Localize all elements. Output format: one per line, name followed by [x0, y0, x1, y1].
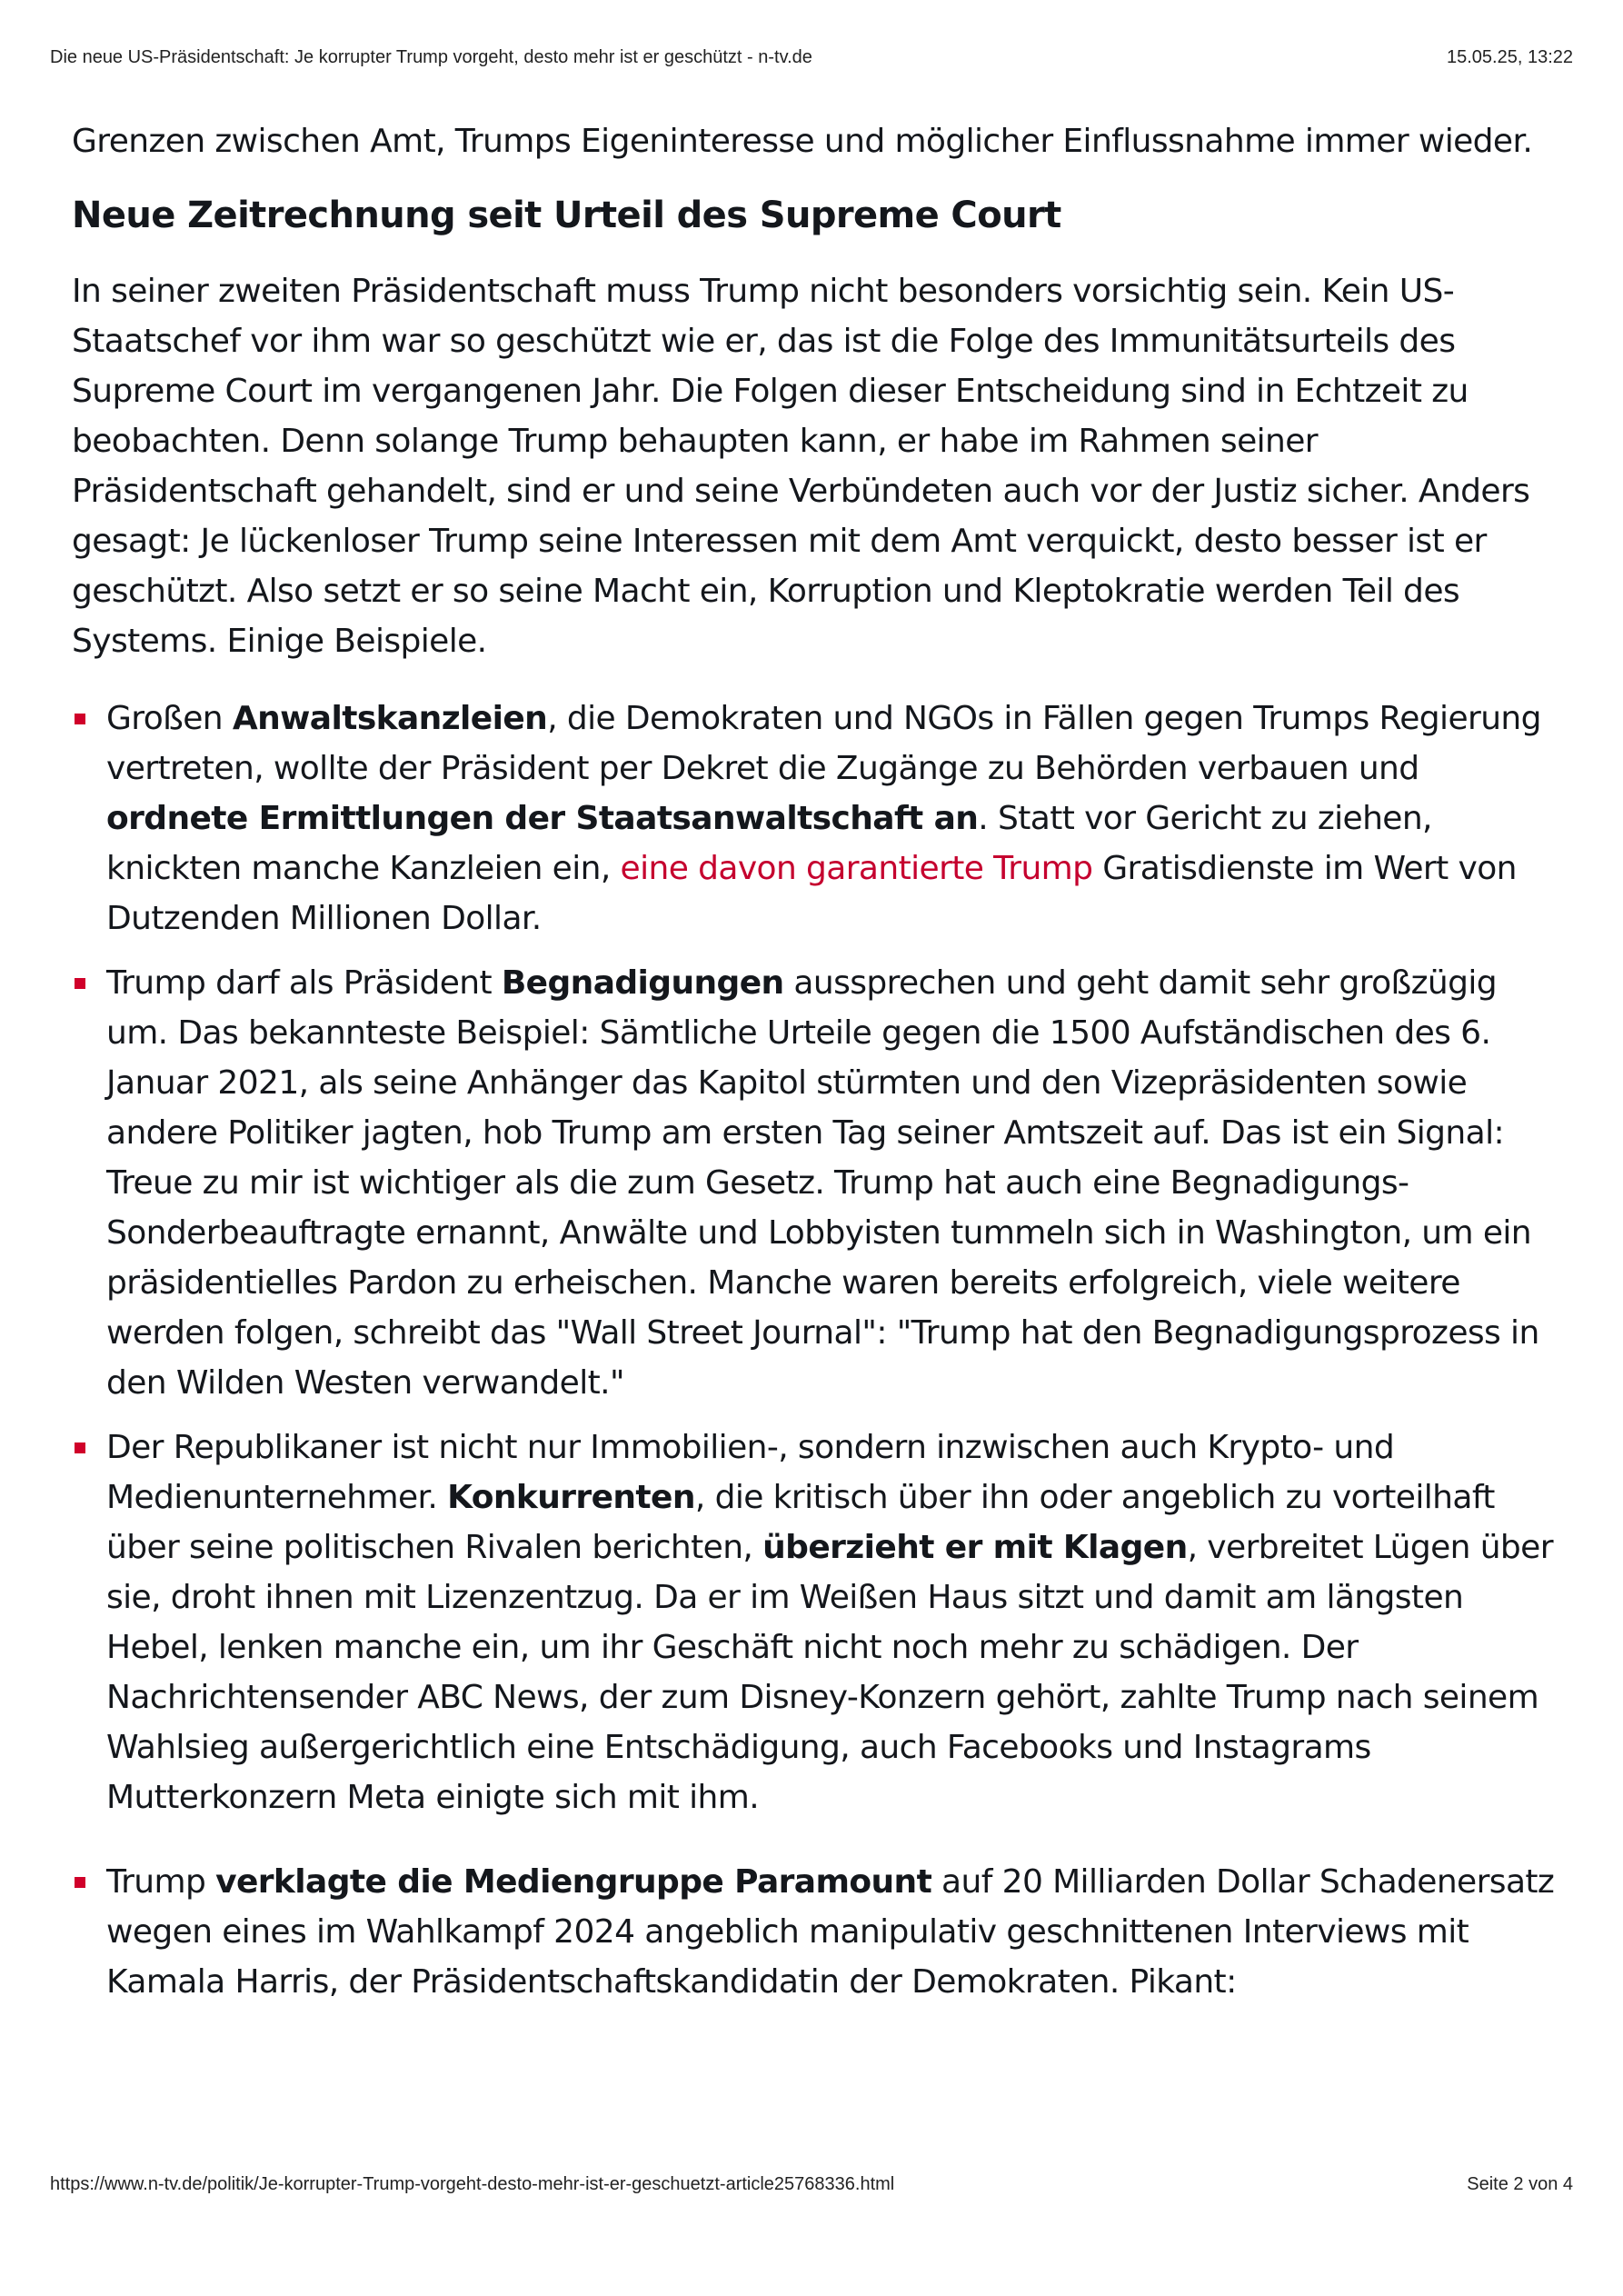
print-footer-url: https://www.n-tv.de/politik/Je-korrupter-Trump-vorgeht-desto-mehr-ist-er-geschuetzt-article25768336.html: [50, 2174, 895, 2194]
list-item: Großen Anwaltskanzleien, die Demokraten und NGOs in Fällen gegen Trumps Regierung vertreten, wollte der Präsident per Dekret die Zugänge zu Behörden verbauen und ordnete Ermittlungen der Staatsanwaltschaft an. Statt vor Gericht zu ziehen, knickten manche Kanzleien ein, eine davon garantierte Trump Gratisdienste im Wert von Dutzenden Millionen Dollar.: [72, 694, 1562, 943]
bold-phrase: Begnadigungen: [501, 964, 784, 1002]
list-item: Trump verklagte die Mediengruppe Paramount auf 20 Milliarden Dollar Schadenersatz wegen eines im Wahlkampf 2024 angeblich manipulativ geschnittenen Interviews mit Kamala Harris, der Präsidentschaftskandidatin der Demokraten. Pikant:: [72, 1857, 1562, 2007]
bullet-square-icon: [75, 1442, 85, 1453]
bullet-square-icon: [75, 714, 85, 724]
article-body: [72, 116, 1562, 2021]
intro-paragraph: In seiner zweiten Präsidentschaft muss Trump nicht besonders vorsichtig sein. Kein US-Staatschef vor ihm war so geschützt wie er, das ist die Folge des Immunitätsurteils des Supreme Court im vergangenen Jahr. Die Folgen dieser Entscheidung sind in Echtzeit zu beobachten. Denn solange Trump behaupten kann, er habe im Rahmen seiner Präsidentschaft gehandelt, sind er und seine Verbündeten auch vor der Justiz sicher. Anders gesagt: Je lückenloser Trump seine Interessen mit dem Amt verquickt, desto besser ist er geschützt. Also setzt er so seine Macht ein, Korruption und Kleptokratie werden Teil des Systems. Einige Beispiele.: [72, 273, 1530, 660]
bold-phrase: überzieht er mit Klagen: [762, 1529, 1188, 1566]
print-footer: [50, 2174, 1573, 2201]
bold-phrase: ordnete Ermittlungen der Staatsanwaltschaft an: [106, 800, 979, 837]
article-link[interactable]: eine davon garantierte Trump: [620, 850, 1093, 887]
bold-phrase: verklagte die Mediengruppe Paramount: [215, 1863, 932, 1901]
print-header-title: Die neue US-Präsidentschaft: Je korrupter Trump vorgeht, desto mehr ist er geschützt - n-tv.de: [50, 47, 812, 67]
print-header: [50, 47, 1573, 75]
example-list: [72, 694, 1562, 2007]
list-item: Der Republikaner ist nicht nur Immobilien-, sondern inzwischen auch Krypto- und Medienunternehmer. Konkurrenten, die kritisch über ihn oder angeblich zu vorteilhaft über seine politischen Rivalen berichten, überzieht er mit Klagen, verbreitet Lügen über sie, droht ihnen mit Lizenzentzug. Da er im Weißen Haus sitzt und damit am längsten Hebel, lenken manche ein, um ihr Geschäft nicht noch mehr zu schädigen. Der Nachrichtensender ABC News, der zum Disney-Konzern gehört, zahlte Trump nach seinem Wahlsieg außergerichtlich eine Entschädigung, auch Facebooks und Instagrams Mutterkonzern Meta einigte sich mit ihm.: [72, 1423, 1562, 1822]
bold-phrase: Anwaltskanzleien: [232, 700, 548, 737]
continued-paragraph: Grenzen zwischen Amt, Trumps Eigeninteresse und möglicher Einflussnahme immer wieder.: [72, 123, 1533, 160]
bold-phrase: Konkurrenten: [447, 1479, 695, 1516]
bullet-square-icon: [75, 978, 85, 989]
section-heading: Neue Zeitrechnung seit Urteil des Supreme Court: [72, 195, 1061, 236]
list-item: Trump darf als Präsident Begnadigungen aussprechen und geht damit sehr großzügig um. Das bekannteste Beispiel: Sämtliche Urteile gegen die 1500 Aufständischen des 6. Januar 2021, als seine Anhänger das Kapitol stürmten und den Vizepräsidenten sowie andere Politiker jagten, hob Trump am ersten Tag seiner Amtszeit auf. Das ist ein Signal: Treue zu mir ist wichtiger als die zum Gesetz. Trump hat auch eine Begnadigungs-Sonderbeauftragte ernannt, Anwälte und Lobbyisten tummeln sich in Washington, um ein präsidentielles Pardon zu erheischen. Manche waren bereits erfolgreich, viele weitere werden folgen, schreibt das "Wall Street Journal": "Trump hat den Begnadigungsprozess in den Wilden Westen verwandelt.": [72, 958, 1562, 1408]
print-header-datetime: 15.05.25, 13:22: [1446, 47, 1573, 67]
bullet-square-icon: [75, 1877, 85, 1888]
print-footer-page-number: Seite 2 von 4: [1467, 2174, 1573, 2194]
